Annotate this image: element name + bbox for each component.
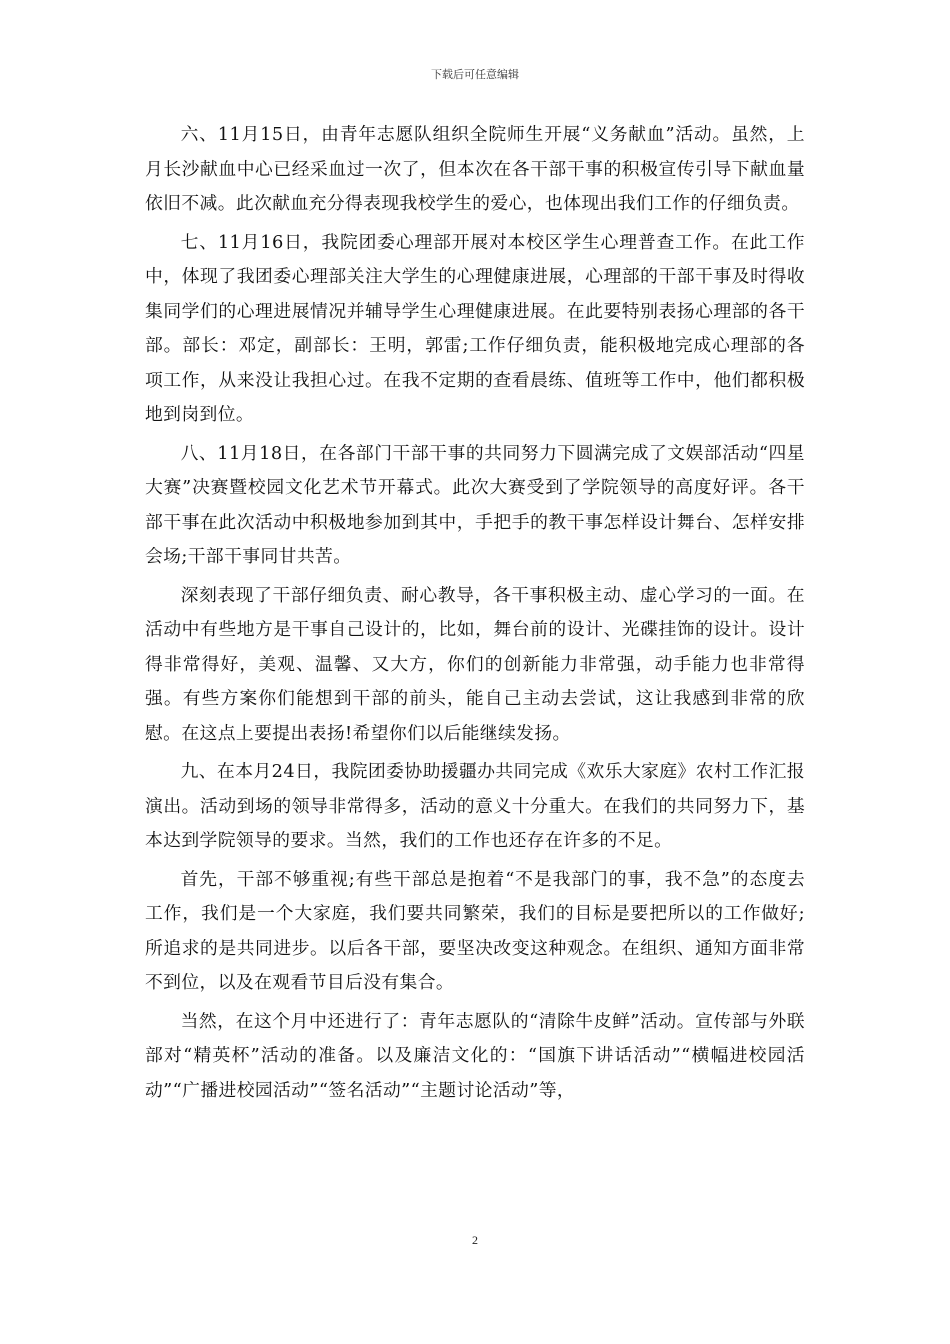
paragraph-shortcomings: 首先，干部不够重视;有些干部总是抱着“不是我部门的事，我不急”的态度去工作，我们是一个大家庭，我们要共同繁荣，我们的目标是要把所以的工作做好;所追求的是共同进步。以后各干部，要坚决改变这种观念。在组织、通知方面非常不到位，以及在观看节目后没有集合。 <box>145 868 805 993</box>
paragraph-praise-design: 深刻表现了干部仔细负责、耐心教导，各干事积极主动、虚心学习的一面。在活动中有些地方是干事自己设计的，比如，舞台前的设计、光碟挂饰的设计。设计得非常得好，美观、温馨、又大方，你们的创新能力非常强，动手能力也非常得强。有些方案你们能想到干部的前头，能自己主动去尝试，这让我感到非常的欣慰。在这点上要提出表扬!希望你们以后能继续发扬。 <box>145 584 805 744</box>
paragraph-blood-donation: 六、11月15日，由青年志愿队组织全院师生开展“义务献血”活动。虽然，上月长沙献血中心已经采血过一次了，但本次在各干部干事的积极宣传引导下献血量依旧不减。此次献血充分得表现我校学生的爱心，也体现出我们工作的仔细负责。 <box>145 124 805 214</box>
paragraph-performance: 九、在本月24日，我院团委协助援疆办共同完成《欢乐大家庭》农村工作汇报演出。活动到场的领导非常得多，活动的意义十分重大。在我们的共同努力下，基本达到学院领导的要求。当然，我们的工作也还存在许多的不足。 <box>145 761 805 851</box>
document-body <box>145 118 805 1112</box>
paragraph-four-star-contest: 八、11月18日，在各部门干部干事的共同努力下圆满完成了文娱部活动“四星大赛”决赛暨校园文化艺术节开幕式。此次大赛受到了学院领导的高度好评。各干部干事在此次活动中积极地参加到其中，手把手的教干事怎样设计舞台、怎样安排会场;干部干事同甘共苦。 <box>145 442 805 567</box>
paragraph-psychology-survey: 七、11月16日，我院团委心理部开展对本校区学生心理普查工作。在此工作中，体现了我团委心理部关注大学生的心理健康进展，心理部的干部干事及时得收集同学们的心理进展情况并辅导学生心理健康进展。在此要特别表扬心理部的各干部。部长：邓定，副部长：王明，郭雷;工作仔细负责，能积极地完成心理部的各项工作，从来没让我担心过。在我不定期的查看晨练、值班等工作中，他们都积极地到岗到位。 <box>145 231 805 425</box>
paragraph-other-activities: 当然，在这个月中还进行了：青年志愿队的“清除牛皮鲜”活动。宣传部与外联部对“精英杯”活动的准备。以及廉洁文化的：“国旗下讲话活动”“横幅进校园活动”“广播进校园活动”“签名活动”“主题讨论活动”等， <box>145 1010 805 1101</box>
page-header: 下载后可任意编辑 <box>431 68 519 81</box>
page-number: 2 <box>472 1233 478 1247</box>
